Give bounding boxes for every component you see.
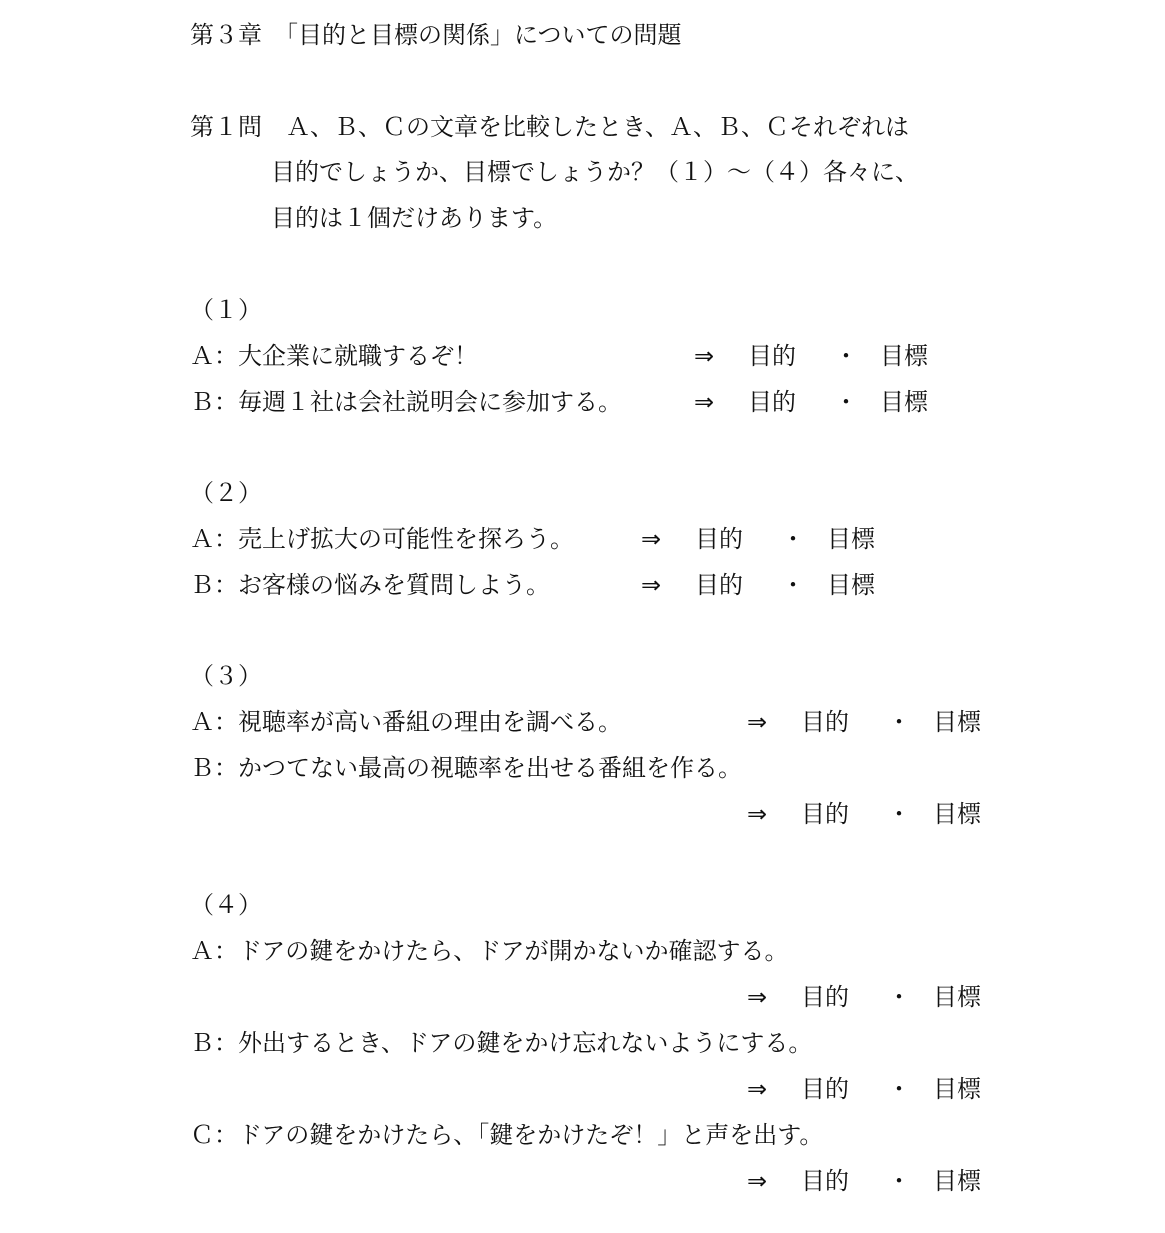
arrow-symbol: ⇒ — [747, 800, 768, 828]
choice-goal[interactable]: 目標 — [880, 342, 928, 370]
choice-purpose[interactable]: 目的 — [801, 800, 849, 828]
section-4-item-b: Ｂ：外出するとき、ドアの鍵をかけ忘れないようにする。 — [190, 1029, 813, 1057]
arrow-symbol: ⇒ — [747, 708, 768, 736]
arrow-symbol: ⇒ — [747, 1075, 768, 1103]
choice-purpose[interactable]: 目的 — [801, 708, 849, 736]
choice-goal[interactable]: 目標 — [880, 388, 928, 416]
choice-separator: ・ — [887, 800, 911, 828]
question-line-2: 目的でしょうか、目標でしょうか？（１）～（４）各々に、 — [271, 158, 919, 186]
choice-separator: ・ — [887, 983, 911, 1011]
choice-separator: ・ — [887, 1167, 911, 1195]
question-line-3: 目的は１個だけあります。 — [271, 204, 558, 232]
choice-goal[interactable]: 目標 — [827, 525, 875, 553]
choice-purpose[interactable]: 目的 — [801, 1075, 849, 1103]
section-4-item-a: Ａ：ドアの鍵をかけたら、ドアが開かないか確認する。 — [190, 937, 789, 965]
choice-separator: ・ — [887, 708, 911, 736]
section-3-item-b: Ｂ：かつてない最高の視聴率を出せる番組を作る。 — [190, 754, 742, 782]
choice-goal[interactable]: 目標 — [933, 983, 981, 1011]
choice-separator: ・ — [781, 525, 805, 553]
section-2-number: （２） — [190, 479, 262, 507]
arrow-symbol: ⇒ — [694, 388, 715, 416]
section-4-number: （４） — [190, 891, 262, 919]
choice-separator: ・ — [887, 1075, 911, 1103]
choice-purpose[interactable]: 目的 — [695, 525, 743, 553]
choice-purpose[interactable]: 目的 — [801, 1167, 849, 1195]
choice-purpose[interactable]: 目的 — [748, 388, 796, 416]
section-4-item-c: Ｃ：ドアの鍵をかけたら、「鍵をかけたぞ！」と声を出す。 — [190, 1121, 824, 1149]
choice-separator: ・ — [834, 388, 858, 416]
arrow-symbol: ⇒ — [747, 1167, 768, 1195]
choice-separator: ・ — [834, 342, 858, 370]
choice-goal[interactable]: 目標 — [933, 800, 981, 828]
question-line-1: 第１問 Ａ、Ｂ、Ｃの文章を比較したとき、Ａ、Ｂ、Ｃそれぞれは — [190, 113, 910, 141]
section-3-number: （３） — [190, 662, 262, 690]
choice-purpose[interactable]: 目的 — [695, 571, 743, 599]
choice-goal[interactable]: 目標 — [933, 1167, 981, 1195]
section-1-item-b: Ｂ：毎週１社は会社説明会に参加する。 — [190, 388, 622, 416]
chapter-title: 第３章 「目的と目標の関係」についての問題 — [190, 21, 682, 49]
section-1-item-a: Ａ：大企業に就職するぞ！ — [190, 342, 478, 370]
section-1-number: （１） — [190, 296, 262, 324]
section-2-item-a: Ａ：売上げ拡大の可能性を探ろう。 — [190, 525, 574, 553]
section-3-item-a: Ａ：視聴率が高い番組の理由を調べる。 — [190, 708, 622, 736]
arrow-symbol: ⇒ — [694, 342, 715, 370]
choice-purpose[interactable]: 目的 — [748, 342, 796, 370]
choice-goal[interactable]: 目標 — [933, 708, 981, 736]
arrow-symbol: ⇒ — [641, 571, 662, 599]
choice-separator: ・ — [781, 571, 805, 599]
choice-purpose[interactable]: 目的 — [801, 983, 849, 1011]
section-2-item-b: Ｂ：お客様の悩みを質問しよう。 — [190, 571, 550, 599]
choice-goal[interactable]: 目標 — [827, 571, 875, 599]
arrow-symbol: ⇒ — [747, 983, 768, 1011]
choice-goal[interactable]: 目標 — [933, 1075, 981, 1103]
arrow-symbol: ⇒ — [641, 525, 662, 553]
